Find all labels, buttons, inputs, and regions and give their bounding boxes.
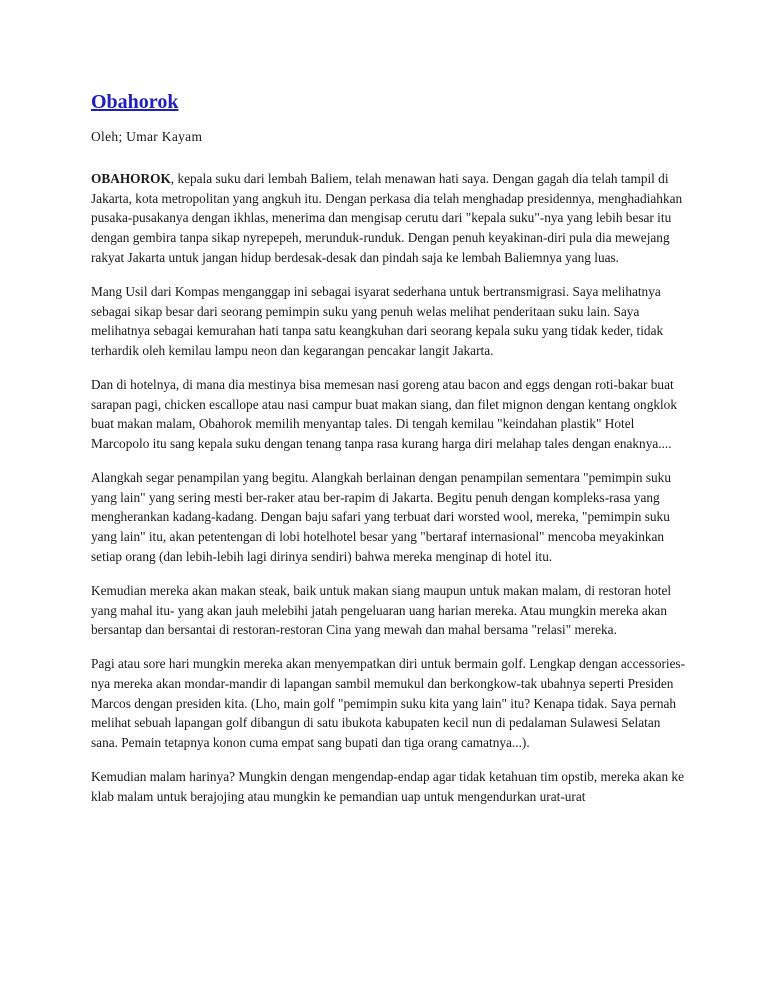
paragraph-2: Mang Usil dari Kompas menganggap ini sebagai isyarat sederhana untuk bertransmigrasi. Saya melihatnya sebagai sikap besar dari seorang pemimpin suku yang penuh welas melihat penderitaan suku lain. Saya melihatnya sebagai kemurahan hati tanpa satu keangkuhan dari seorang kepala suku yang tidak keder, tidak terhardik oleh kemilau lampu neon dan kegarangan pencakar langit Jakarta. [91,283,664,358]
article-author: Oleh; Umar Kayam [91,129,203,144]
paragraph-3: Dan di hotelnya, di mana dia mestinya bisa memesan nasi goreng atau bacon and eggs dengan roti-bakar buat sarapan pagi, chicken escallope atau nasi campur buat makan siang, dan filet mignon dengan kentang ongklok buat makan malam, Obahorok memilih menyantap tales. Di tengah kemilau "keindahan plastik" Hotel Marcopolo itu sang kepala suku dengan tenang tanpa rasa kurang harga diri melahap tales dengan enaknya.... [91,376,677,452]
paragraph-7: Kemudian malam harinya? Mungkin dengan mengendap-endap agar tidak ketahuan tim opstib, mereka akan ke klab malam untuk berajojing atau mungkin ke pemandian uap untuk mengendurkan urat-urat [91,769,684,804]
paragraph-4: Alangkah segar penampilan yang begitu. Alangkah berlainan dengan penampilan sementara "pemimpin suku yang lain" yang sering mesti ber-raker atau ber-rapim di Jakarta. Begitu penuh dengan kompleks-rasa yang mengherankan kadang-kadang. Dengan baju safari yang terbuat dari worsted wool, mereka, "pemimpin suku yang lain" itu, akan petentengan di lobi hotelhotel besar yang "bertaraf internasional" mencoba meyakinkan setiap orang (dan lebih-lebih lagi dirinya sendiri) bahwa mereka menginap di hotel itu. [91,470,671,564]
paragraph-1 [91,169,687,268]
paragraph-6: Pagi atau sore hari mungkin mereka akan menyempatkan diri untuk bermain golf. Lengkap dengan accessories-nya mereka akan mondar-mandir di lapangan sambil memukul dan berkongkow-tak ubahnya seperti Presiden Marcos dengan presiden kita. (Lho, main golf "pemimpin suku kita yang lain" itu? Kenapa tidak. Saya pernah melihat sebuah lapangan golf dibangun di satu ibukota kabupaten kecil nun di pedalaman Sulawesi Selatan sana. Pemain tetapnya konon cuma empat sang bupati dan tiga orang camatnya...). [91,656,686,751]
paragraph-1-text: , kepala suku dari lembah Baliem, telah menawan hati saya. Dengan gagah dia telah tampil di Jakarta, kota metropolitan yang angkuh itu. Dengan perkasa dia telah menghadap presidennya, menghadiahkan pusaka-pusakanya dengan ikhlas, menerima dan mengisap cerutu dari "kepala suku"-nya yang lebih besar itu dengan gembira tanpa sikap nyrepepeh, merunduk-runduk. Dengan penuh keyakinan-diri pula dia mewejang rakyat Jakarta untuk jangan hidup berdesak-desak dan pindah saja ke lembah Baliemnya yang luas. [91,171,683,265]
lead-word: OBAHOROK [91,171,171,186]
article-title-link[interactable]: Obahorok [91,91,179,113]
document-page [91,90,687,806]
paragraph-5: Kemudian mereka akan makan steak, baik untuk makan siang maupun untuk makan malam, di restoran hotel yang mahal itu- yang akan jauh melebihi jatah pengeluaran uang harian mereka. Atau mungkin mereka akan bersantap dan bersantai di restoran-restoran Cina yang mewah dan mahal bersama "relasi" mereka. [91,582,672,638]
